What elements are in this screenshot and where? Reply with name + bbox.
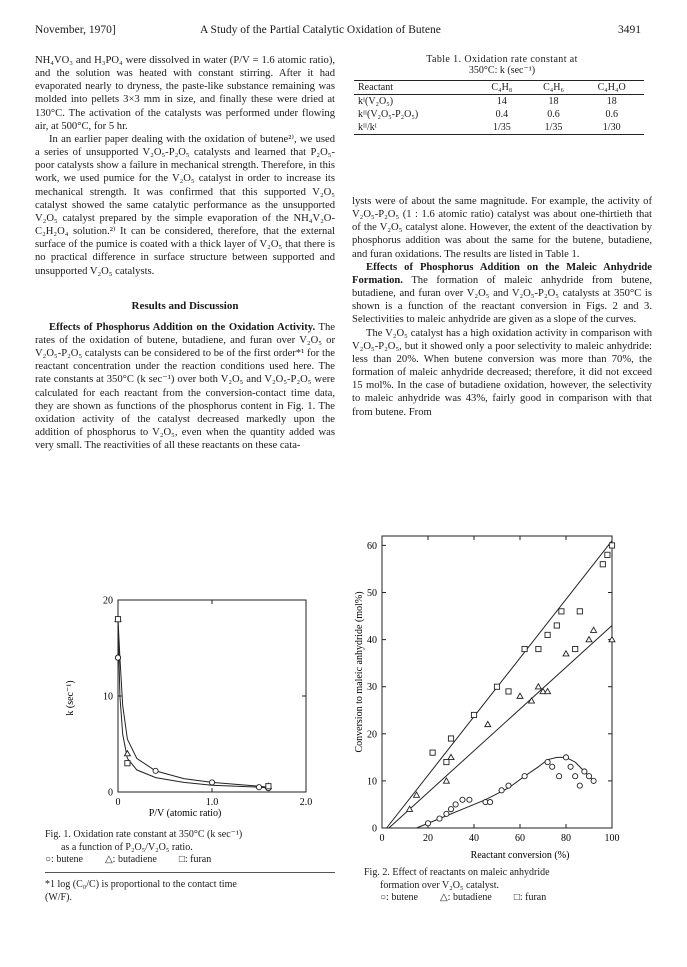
fit-curve-butene [417,757,594,828]
legend-furan: □: furan [178,854,212,865]
data-point-circle [209,780,214,785]
data-point-circle [591,778,596,783]
paragraph-maleic-formation [352,261,652,327]
y-tick-label: 40 [367,635,377,647]
paragraph-earlier-paper: In an earlier paper dealing with the oxidation of butene²⁾, we used a series of unsupported V₂O₅-P₂O₅ catalysts and learned that P₂O₅-poor catalysts show a failure in mechanical strength. Therefore, in this work, we used pumice for the V₂O₅ catalyst in order to increase its mechanical strength. It was confirmed that this supported V₂O₅ catalyst showed the same catalytic performance as the unsupported V₂O₅ catalyst prepared by the simple evaporation of the NH₄V₂O-C₂H₂O₄ solution.²⁾ It can be considered, therefore, that the external surface of the pumice is coated with a thick layer of V₂O₅ that there is no practical difference in surface structure between supported and unsupported V₂O₅ catalysts. [35,133,335,277]
legend-butene: ○: butene [45,854,83,865]
data-point-circle [568,764,573,769]
table-row [354,121,644,135]
table-header-row [354,81,644,95]
page-number: 3491 [618,24,641,36]
table-cell: kᴵᴵ(V₂O₅-P₂O₅) [358,109,419,120]
table-cell: 14 [496,96,507,107]
subsection-title-maleic: Effects of Phosphorus Addition on the Maleic Anhydride Formation. [352,261,652,286]
data-point-square [506,689,511,694]
paragraph-preparation: NH₄VO₃ and H₃PO₄ were dissolved in water (P/V = 1.6 atomic ratio), and the solution was heated with constant stirring. After it had evaporated nearly to dryness, the paste-like substance remaining was molded into pellets 3×3 mm in size, and finally these were dried at 130°C. The activation of the catalysts was performed under flowing air, at 500°C, for 5 hr. [35,55,335,132]
data-point-circle [425,821,430,826]
data-point-circle [115,655,120,660]
figure2-legend [364,892,664,905]
data-point-circle [586,774,591,779]
data-point-circle [499,788,504,793]
y-tick-label: 20 [103,595,113,607]
subsection-text-maleic: The formation of maleic anhydride from butene, butadiene, and furan over V₂O₅ and V₂O₅-P₂O₅ catalysts at 350°C is shown is a function of the reactant conversion in Figs. 2 and 3. Selectivities to maleic anhydride are given as a slope of the curves. [352,274,652,326]
legend-butadiene: △: butadiene [104,854,157,865]
figure2-chart [350,522,650,867]
data-point-triangle [545,688,551,693]
table-header-cell: C₄H₄O [597,82,626,93]
data-point-triangle [485,721,491,726]
data-point-circle [153,768,158,773]
figure1-axes [103,596,312,809]
table-cell: kᴵᴵ/kᴵ [358,122,377,133]
fit-curve [118,619,268,788]
data-point-square [430,750,435,755]
table-cell: 1/35 [544,122,563,133]
data-point-square [545,632,550,637]
data-point-square [522,646,527,651]
data-point-triangle [124,751,130,756]
paragraph-oxidation-activity [35,321,335,453]
data-point-circle [488,799,493,804]
running-header-title: A Study of the Partial Catalytic Oxidation of Butene [200,24,441,36]
footnote-line2: (W/F). [45,891,72,903]
rate-table [354,80,644,135]
data-point-circle [573,774,578,779]
data-point-triangle [535,684,541,689]
left-column [35,54,335,452]
table-header-cell: Reactant [358,82,393,93]
data-point-triangle [448,754,454,759]
figure1-chart [55,586,335,836]
data-point-square [494,684,499,689]
y-tick-label: 10 [367,776,377,788]
table1 [352,54,652,135]
figure1-caption [45,829,345,867]
data-point-circle [506,783,511,788]
y-tick-label: 0 [372,823,377,835]
data-point-square [115,617,120,622]
plot-frame [118,600,306,792]
y-tick-label: 60 [367,540,377,552]
figure1-caption-line2: as a function of P₂O₅/V₂O₅ ratio. [61,841,193,853]
table-cell: kᴵ(V₂O₅) [358,96,394,107]
y-tick-label: 30 [367,682,377,694]
figure2-caption-line2: formation over V₂O₅ catalyst. [380,879,499,891]
section-title: Results and Discussion [131,299,239,312]
paragraph-selectivity: The V₂O₅ catalyst has a high oxidation activity in comparison with V₂O₅-P₂O₅, but it showed only a poor selectivity to maleic anhydride: less than 20%. When butene conversion was more than 70%, the formation of maleic anhydride decreased; therefore, it did not exceed 15 mol%. In the case of butadiene oxidation, however, the selectivity to maleic anhydride was 43%, fairly good in comparison with that from butene. From [352,327,652,418]
figure2-axes [367,536,620,844]
x-tick-label: 80 [561,833,571,844]
data-point-circle [545,759,550,764]
data-point-square [600,562,605,567]
figure2-xlabel: Reactant conversion (%) [470,850,570,861]
data-point-circle [460,797,465,802]
legend-butadiene: △: butadiene [439,892,492,903]
data-point-triangle [517,693,523,698]
data-point-circle [453,802,458,807]
footnote-rule [45,872,335,873]
data-point-circle [582,769,587,774]
table-cell: 18 [606,96,617,107]
table-cell: 0.6 [605,109,618,120]
data-point-circle [444,811,449,816]
table-cell: 0.4 [495,109,509,120]
data-point-circle [448,807,453,812]
data-point-square [605,552,610,557]
figure1-legend [45,854,345,867]
y-tick-label: 10 [103,691,113,703]
paragraph-reactivities: lysts were of about the same magnitude. For example, the activity of V₂O₅-P₂O₅ (1 : 1.6 atomic ratio) catalyst was about one-thirtieth that of the V₂O₅ catalyst alone. However, the extent of the deactivation by phosphorus addition was about the same for the butene, butadiene, and furan oxidations. The results are listed in Table 1. [352,196,652,260]
table1-subtitle: 350°C: k (sec⁻¹) [468,65,536,76]
table-cell: 1/30 [602,122,621,133]
data-point-square [536,646,541,651]
figure1-xlabel: P/V (atomic ratio) [148,808,222,819]
x-tick-label: 100 [604,833,620,844]
data-point-square [444,759,449,764]
data-point-circle [577,783,582,788]
data-point-circle [256,785,261,790]
table-header-cell: C₄H₆ [543,82,564,93]
figure2-caption-line1: Fig. 2. Effect of reactants on maleic anhydride [364,867,550,878]
data-point-triangle [563,651,569,656]
data-point-square [609,543,614,548]
figure1-caption-line1: Fig. 1. Oxidation rate constant at 350°C (k sec⁻¹) [45,829,243,840]
table-row [354,108,644,121]
x-tick-label: 20 [423,833,433,844]
figure2-ylabel: Conversion to maleic anhydride (mol%) [354,591,365,753]
legend-furan: □: furan [513,892,547,903]
footnote-line1: *1 log (C₀/C) is proportional to the contact time [45,879,237,890]
x-tick-label: 60 [515,833,525,844]
y-tick-label: 50 [367,588,377,600]
x-tick-label: 0 [379,833,385,844]
data-point-square [266,784,271,789]
data-point-triangle [586,637,592,642]
data-point-circle [550,764,555,769]
subsection-text-activity: The rates of the oxidation of butene, butadiene, and furan over V₂O₅ or V₂O₅-P₂O₅ catalysts can be considered to be of the first order*¹ for the reactant concentration under the reaction conditions used here. The rate constants at 350°C (k sec⁻¹) over both V₂O₅ and V₂O₅-P₂O₅ were calculated for each reactant from the conversion-contact time data, they are shown as functions of the phosphorus content in Fig. 1. The oxidation activity of the catalyst decreased markedly upon the addition of phosphorus to V₂O₅, even when the quantity added was very small. The reactivities of all these reactants on these cata- [35,321,335,452]
figure1-marks [115,616,271,791]
x-tick-label: 40 [469,833,479,844]
data-point-circle [437,816,442,821]
data-point-square [559,609,564,614]
right-column [352,195,652,419]
data-point-circle [522,774,527,779]
y-tick-label: 20 [367,729,377,741]
data-point-triangle [443,778,449,783]
data-point-circle [467,797,472,802]
table1-title: Table 1. Oxidation rate constant at [426,54,578,65]
running-header-left: November, 1970] [35,24,116,36]
fit-curve [118,619,268,787]
x-tick-label: 0 [115,797,121,808]
data-point-square [448,736,453,741]
data-point-square [554,623,559,628]
data-point-circle [563,755,568,760]
y-tick-label: 0 [108,787,113,799]
legend-butene: ○: butene [380,892,418,903]
table-header-cell: C₄H₈ [491,82,513,93]
footnote [45,879,345,904]
data-point-square [125,761,130,766]
data-point-circle [557,774,562,779]
data-point-square [577,609,582,614]
table-cell: 18 [548,96,559,107]
subsection-title-activity: Effects of Phosphorus Addition on the Oxidation Activity. [49,321,316,333]
table-row [354,95,644,109]
x-tick-label: 2.0 [299,797,313,808]
figure1-curves [118,619,268,788]
table-cell: 1/35 [492,122,511,133]
x-tick-label: 1.0 [205,797,219,808]
data-point-triangle [591,627,597,632]
table-cell: 0.6 [547,109,560,120]
fit-line-butadiene [389,626,612,829]
figure1-ylabel: k (sec⁻¹) [65,680,76,716]
figure2-caption [364,867,664,905]
data-point-square [471,712,476,717]
data-point-square [573,646,578,651]
